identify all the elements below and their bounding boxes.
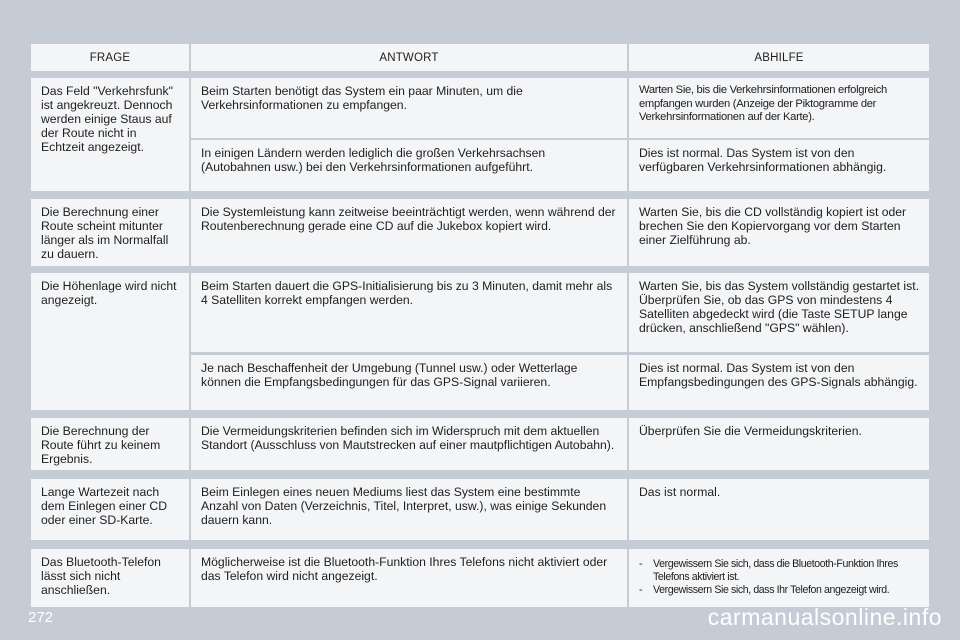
remedy-bullet-text: Vergewissern Sie sich, dass die Bluetooth-Funktion Ihres Telefons aktiviert ist. xyxy=(653,558,898,583)
header-frage: FRAGE xyxy=(31,44,189,71)
answer-cell: In einigen Ländern werden lediglich die großen Verkehrsachsen (Autobahnen usw.) bei den Verkehrsinformationen aufgeführt. xyxy=(191,140,627,191)
remedy-cell: Warten Sie, bis das System vollständig gestartet ist. Überprüfen Sie, ob das GPS von mindestens 4 Satelliten abgedeckt wird (die Taste SETUP lange drücken, anschließend "GPS" wählen). xyxy=(629,273,929,352)
remedy-bullet-item xyxy=(639,558,919,584)
bullet-dash: - xyxy=(639,584,643,596)
question-cell: Die Berechnung einer Route scheint mitunter länger als im Normalfall zu dauern. xyxy=(31,199,189,266)
remedy-bullet-item xyxy=(639,584,919,597)
answer-cell: Die Vermeidungskriterien befinden sich im Widerspruch mit dem aktuellen Standort (Ausschluss von Mautstrecken auf einer mautpflichtigen Autobahn). xyxy=(191,418,627,470)
answer-cell: Beim Starten dauert die GPS-Initialisierung bis zu 3 Minuten, damit mehr als 4 Satelliten korrekt empfangen werden. xyxy=(191,273,627,352)
question-cell: Die Berechnung der Route führt zu keinem Ergebnis. xyxy=(31,418,189,470)
remedy-cell: Warten Sie, bis die Verkehrsinformationen erfolgreich empfangen wurden (Anzeige der Piktogramme der Verkehrsinformationen auf der Karte). xyxy=(629,78,929,138)
remedy-cell: Das ist normal. xyxy=(629,479,929,540)
bullet-dash: - xyxy=(639,558,643,570)
question-cell: Das Bluetooth-Telefon lässt sich nicht anschließen. xyxy=(31,549,189,607)
remedy-cell: Warten Sie, bis die CD vollständig kopiert ist oder brechen Sie den Kopiervorgang vor dem Starten einer Zielführung ab. xyxy=(629,199,929,266)
question-cell: Das Feld "Verkehrsfunk" ist angekreuzt. Dennoch werden einige Staus auf der Route nicht in Echtzeit angezeigt. xyxy=(31,78,189,191)
answer-cell: Beim Starten benötigt das System ein paar Minuten, um die Verkehrsinformationen zu empfangen. xyxy=(191,78,627,138)
header-abhilfe: ABHILFE xyxy=(629,44,929,71)
question-cell: Lange Wartezeit nach dem Einlegen einer CD oder einer SD-Karte. xyxy=(31,479,189,540)
page-number: 272 xyxy=(28,609,54,626)
remedy-cell: Überprüfen Sie die Vermeidungskriterien. xyxy=(629,418,929,470)
answer-cell: Je nach Beschaffenheit der Umgebung (Tunnel usw.) oder Wetterlage können die Empfangsbedingungen für das GPS-Signal variieren. xyxy=(191,355,627,410)
remedy-bullet-text: Vergewissern Sie sich, dass Ihr Telefon angezeigt wird. xyxy=(653,584,890,596)
question-cell: Die Höhenlage wird nicht angezeigt. xyxy=(31,273,189,410)
answer-cell: Die Systemleistung kann zeitweise beeinträchtigt werden, wenn während der Routenberechnung gerade eine CD auf die Jukebox kopiert wird. xyxy=(191,199,627,266)
answer-cell: Beim Einlegen eines neuen Mediums liest das System eine bestimmte Anzahl von Daten (Verzeichnis, Titel, Interpret, usw.), was einige Sekunden dauern kann. xyxy=(191,479,627,540)
watermark: carmanualsonline.info xyxy=(707,604,942,630)
answer-cell: Möglicherweise ist die Bluetooth-Funktion Ihres Telefons nicht aktiviert oder das Telefon wird nicht angezeigt. xyxy=(191,549,627,607)
remedy-cell xyxy=(629,549,929,607)
remedy-cell: Dies ist normal. Das System ist von den Empfangsbedingungen des GPS-Signals abhängig. xyxy=(629,355,929,410)
remedy-cell: Dies ist normal. Das System ist von den verfügbaren Verkehrsinformationen abhängig. xyxy=(629,140,929,191)
header-antwort: ANTWORT xyxy=(191,44,627,71)
